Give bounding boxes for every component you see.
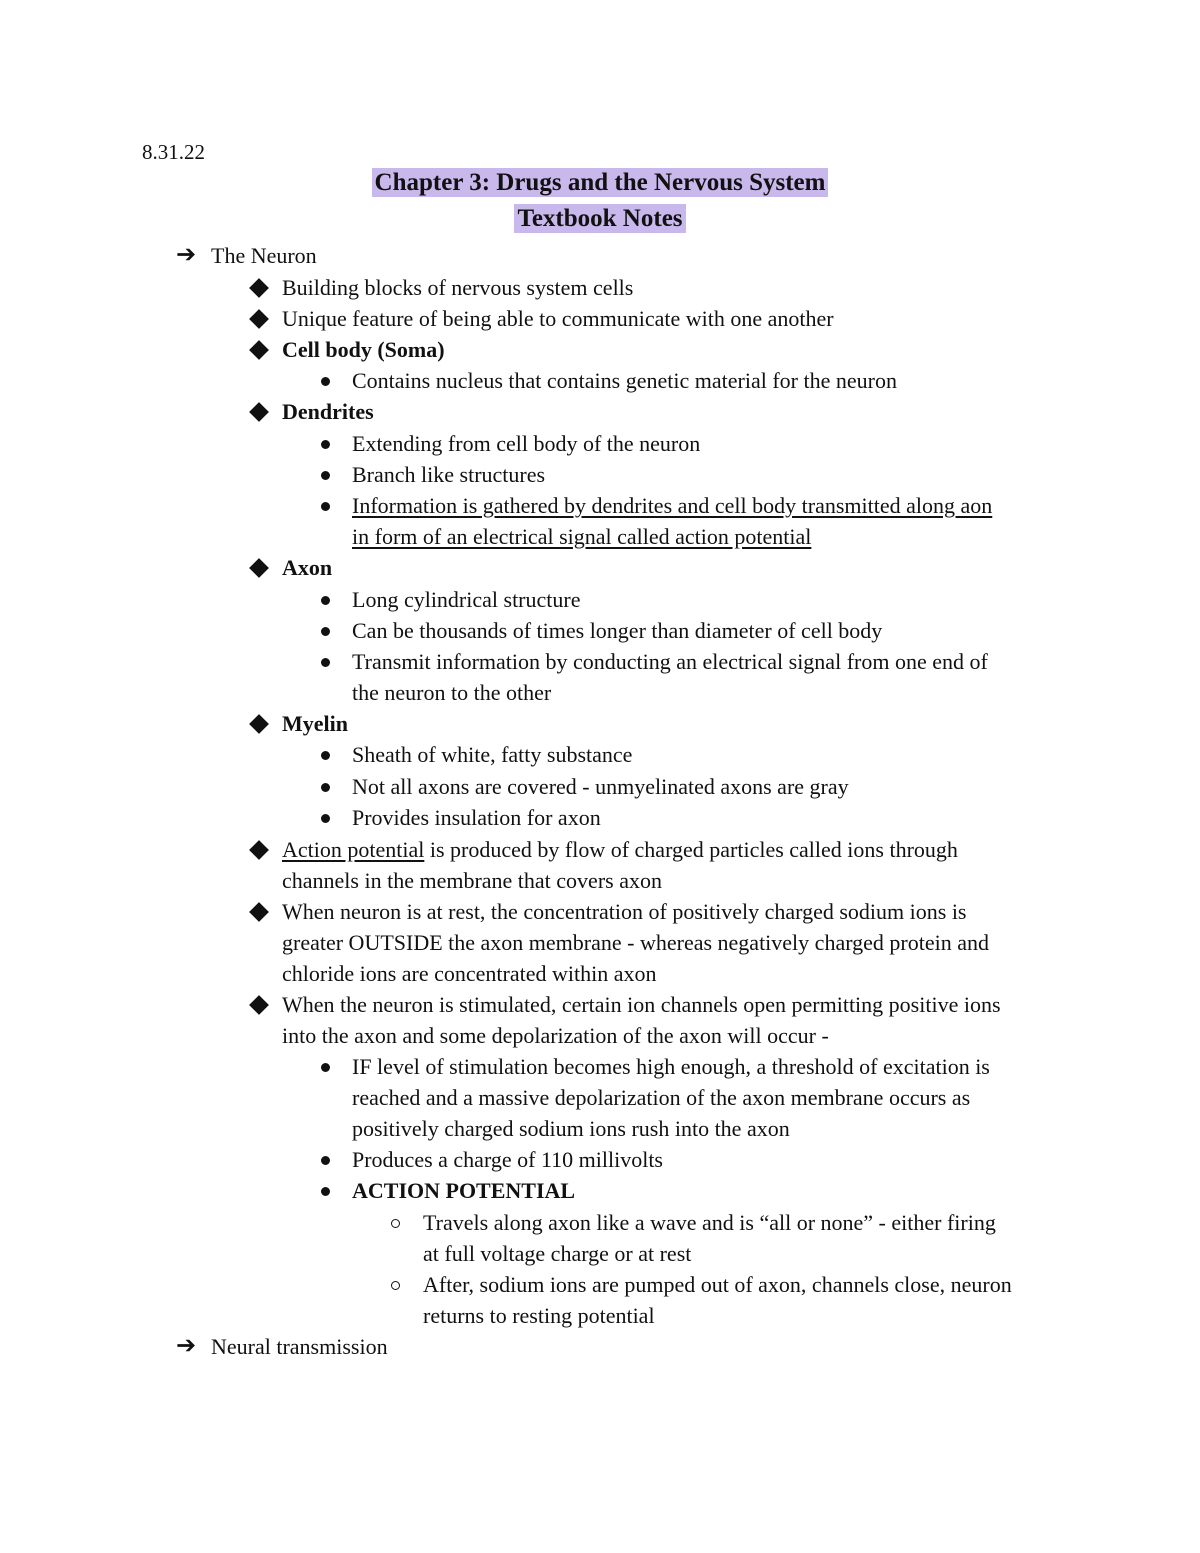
outline-item: Neural transmission	[211, 1334, 388, 1359]
diamond-bullet-icon	[249, 309, 269, 329]
diamond-bullet-icon	[249, 995, 269, 1015]
outline-item: Provides insulation for axon	[352, 805, 601, 830]
outline-item: Branch like structures	[352, 462, 546, 487]
outline-item-continued: positively charged sodium ions rush into the axon	[352, 1116, 790, 1141]
dot-bullet-icon	[321, 814, 330, 823]
outline-item: The Neuron	[211, 243, 317, 268]
outline-item-continued: into the axon and some depolarization of the axon will occur -	[282, 1023, 829, 1048]
outline-item-continued: at full voltage charge or at rest	[423, 1241, 692, 1266]
dot-bullet-icon	[321, 751, 330, 760]
outline-item: Extending from cell body of the neuron	[352, 431, 701, 456]
outline-item: Unique feature of being able to communicate with one another	[282, 306, 834, 331]
outline-item-continued: returns to resting potential	[423, 1303, 655, 1328]
outline-item: Contains nucleus that contains genetic material for the neuron	[352, 368, 897, 393]
dot-bullet-icon	[321, 440, 330, 449]
diamond-bullet-icon	[249, 558, 269, 578]
diamond-bullet-icon	[249, 340, 269, 360]
diamond-bullet-icon	[249, 902, 269, 922]
outline-item: When neuron is at rest, the concentration of positively charged sodium ions is	[282, 899, 967, 924]
dot-bullet-icon	[321, 658, 330, 667]
outline-item: Building blocks of nervous system cells	[282, 275, 634, 300]
diamond-bullet-icon	[249, 714, 269, 734]
outline-item: IF level of stimulation becomes high enough, a threshold of excitation is	[352, 1054, 990, 1079]
outline-item-continued: in form of an electrical signal called action potential	[352, 524, 812, 549]
dot-bullet-icon	[321, 1156, 330, 1165]
note-date: 8.31.22	[142, 140, 205, 164]
circle-bullet-icon	[391, 1219, 400, 1228]
term-action-potential: Action potential	[282, 837, 425, 862]
dot-bullet-icon	[321, 1187, 330, 1196]
outline-item: Travels along axon like a wave and is “all or none” - either firing	[423, 1210, 996, 1235]
chapter-title: Chapter 3: Drugs and the Nervous System	[0, 169, 1200, 197]
outline-item: Sheath of white, fatty substance	[352, 742, 633, 767]
outline-item: When the neuron is stimulated, certain ion channels open permitting positive ions	[282, 992, 1001, 1017]
outline-item: Produces a charge of 110 millivolts	[352, 1147, 663, 1172]
dot-bullet-icon	[321, 1063, 330, 1072]
dot-bullet-icon	[321, 377, 330, 386]
outline-item-continued: greater OUTSIDE the axon membrane - whereas negatively charged protein and	[282, 930, 989, 955]
circle-bullet-icon	[391, 1281, 400, 1290]
outline-item-continued: reached and a massive depolarization of the axon membrane occurs as	[352, 1085, 971, 1110]
diamond-bullet-icon	[249, 278, 269, 298]
outline-item: Transmit information by conducting an electrical signal from one end of	[352, 649, 988, 674]
arrow-bullet-icon: ➔	[176, 242, 197, 268]
section-heading-action-potential: ACTION POTENTIAL	[352, 1178, 576, 1203]
dot-bullet-icon	[321, 502, 330, 511]
outline-item: After, sodium ions are pumped out of axon, channels close, neuron	[423, 1272, 1012, 1297]
diamond-bullet-icon	[249, 402, 269, 422]
section-heading-axon: Axon	[282, 555, 333, 580]
page-subtitle: Textbook Notes	[0, 205, 1200, 233]
outline-item-continued: chloride ions are concentrated within axon	[282, 961, 657, 986]
outline-item: Action potential is produced by flow of charged particles called ions through	[282, 837, 958, 862]
outline-item-continued: channels in the membrane that covers axon	[282, 868, 662, 893]
outline-item: Not all axons are covered - unmyelinated axons are gray	[352, 774, 849, 799]
dot-bullet-icon	[321, 627, 330, 636]
arrow-bullet-icon: ➔	[176, 1333, 197, 1359]
section-heading-soma: Cell body (Soma)	[282, 337, 445, 362]
dot-bullet-icon	[321, 596, 330, 605]
outline-item: Information is gathered by dendrites and cell body transmitted along aon	[352, 493, 993, 518]
dot-bullet-icon	[321, 783, 330, 792]
diamond-bullet-icon	[249, 840, 269, 860]
section-heading-dendrites: Dendrites	[282, 399, 374, 424]
outline-item: Long cylindrical structure	[352, 587, 581, 612]
outline-item: Can be thousands of times longer than diameter of cell body	[352, 618, 883, 643]
section-heading-myelin: Myelin	[282, 711, 348, 736]
dot-bullet-icon	[321, 471, 330, 480]
outline-item-continued: the neuron to the other	[352, 680, 552, 705]
